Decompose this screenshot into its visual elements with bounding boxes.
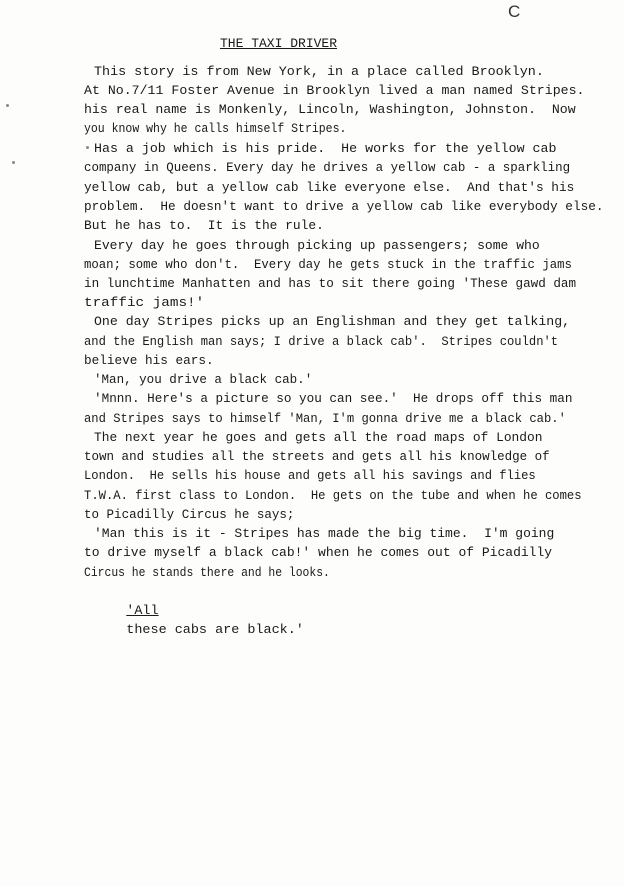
text-line: and Stripes says to himself 'Man, I'm gonna drive me a black cab.' — [84, 411, 566, 426]
paper-speck — [12, 161, 15, 164]
text-line: T.W.A. first class to London. He gets on the tube and when he comes — [84, 488, 582, 503]
text-line: 'Man this is it - Stripes has made the big time. I'm going — [94, 526, 555, 541]
text-line: town and studies all the streets and gets all his knowledge of — [84, 449, 550, 464]
text-line: in lunchtime Manhatten and has to sit there going 'These gawd dam — [84, 276, 577, 291]
text-line: Has a job which is his pride. He works for the yellow cab — [94, 141, 557, 156]
text-line-rest: these cabs are black.' — [126, 622, 304, 637]
text-line: his real name is Monkenly, Lincoln, Washington, Johnston. Now — [84, 102, 576, 117]
text-line: problem. He doesn't want to drive a yellow cab like everybody else. — [84, 199, 604, 214]
text-line: The next year he goes and gets all the road maps of London — [94, 430, 543, 445]
text-line: 'Mnnn. Here's a picture so you can see.' He drops off this man — [94, 391, 573, 406]
page-title: THE TAXI DRIVER — [220, 36, 338, 51]
paper-speck — [86, 146, 89, 149]
text-line: But he has to. It is the rule. — [84, 218, 324, 233]
text-line: At No.7/11 Foster Avenue in Brooklyn lived a man named Stripes. — [84, 83, 585, 98]
text-line: company in Queens. Every day he drives a yellow cab - a sparkling — [84, 160, 571, 175]
text-line: London. He sells his house and gets all his savings and flies — [84, 468, 536, 483]
paper-speck — [6, 104, 9, 107]
text-line: believe his ears. — [84, 353, 214, 368]
text-line: and the English man says; I drive a black cab'. Stripes couldn't — [84, 334, 559, 349]
text-line: Every day he goes through picking up passengers; some who — [94, 238, 540, 253]
text-line: you know why he calls himself Stripes. — [84, 121, 347, 136]
text-line: yellow cab, but a yellow cab like everyone else. And that's his — [84, 180, 575, 195]
text-line: to drive myself a black cab!' when he comes out of Picadilly — [84, 545, 553, 560]
text-line: One day Stripes picks up an Englishman and they get talking, — [94, 314, 571, 329]
emphasized-word: 'All — [126, 603, 159, 618]
text-line-last — [94, 582, 304, 637]
text-line: 'Man, you drive a black cab.' — [94, 372, 313, 387]
corner-mark: C — [508, 2, 521, 21]
text-line: Circus he stands there and he looks. — [84, 565, 330, 580]
text-line: This story is from New York, in a place called Brooklyn. — [94, 64, 544, 79]
text-line: traffic jams!' — [84, 295, 205, 310]
text-line: to Picadilly Circus he says; — [84, 507, 295, 522]
text-line: moan; some who don't. Every day he gets stuck in the traffic jams — [84, 257, 572, 272]
